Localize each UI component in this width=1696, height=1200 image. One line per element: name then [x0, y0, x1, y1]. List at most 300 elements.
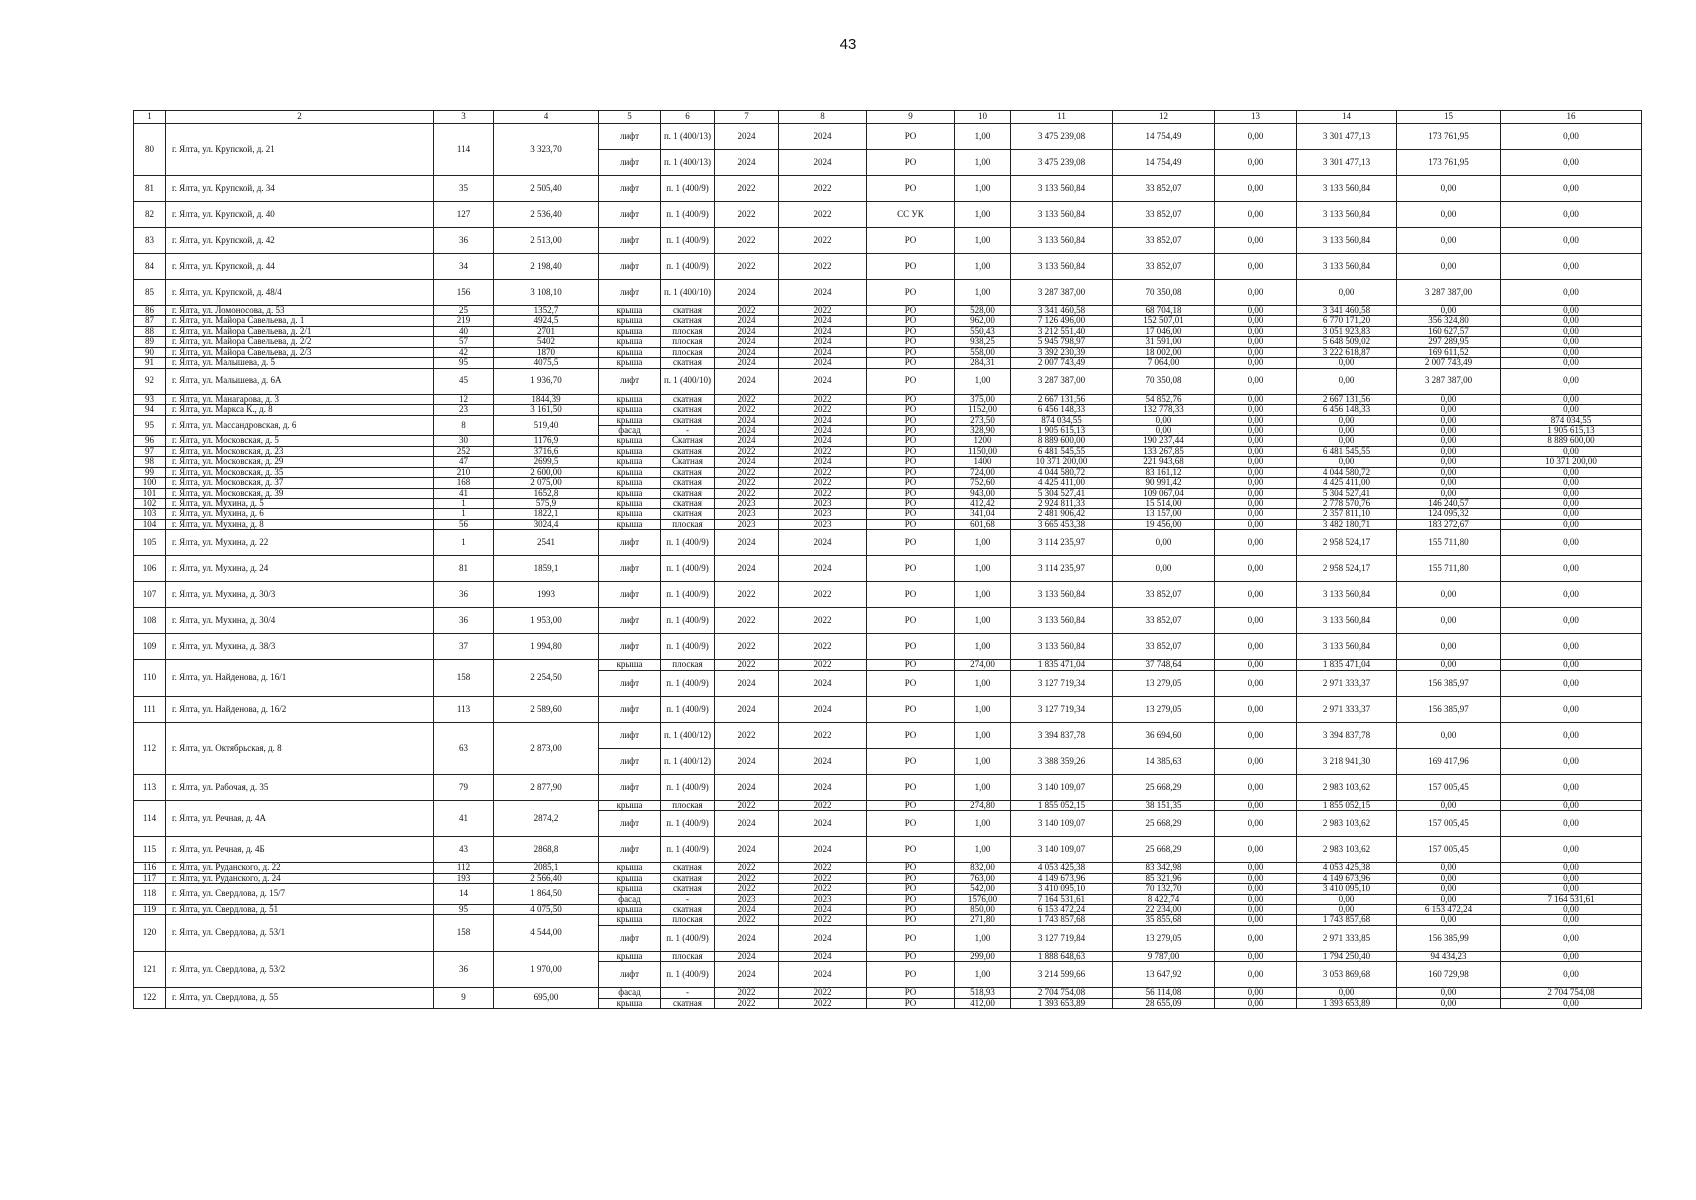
cost-total: 4 053 425,38	[1011, 863, 1113, 873]
floors-count: 35	[434, 176, 494, 202]
table-row	[134, 280, 1642, 306]
floors-count: 95	[434, 358, 494, 368]
address: г. Ялта, ул. Московская, д. 37	[166, 478, 434, 488]
cost-federal: 0,00	[1215, 499, 1297, 509]
volume: 274,00	[955, 660, 1011, 670]
cost-owners: 0,00	[1501, 925, 1642, 951]
table-row	[134, 478, 1642, 488]
cost-owners: 2 704 754,08	[1501, 988, 1642, 998]
plan-year: 2023	[715, 894, 779, 904]
work-type: крыша	[599, 337, 661, 347]
work-type: крыша	[599, 316, 661, 326]
cost-owners: 0,00	[1501, 873, 1642, 883]
cost-owners: 0,00	[1501, 556, 1642, 582]
table-row	[134, 988, 1642, 998]
table-row	[134, 228, 1642, 254]
plan-year: 2024	[715, 368, 779, 394]
address: г. Ялта, ул. Рабочая, д. 35	[166, 774, 434, 800]
address: г. Ялта, ул. Малышева, д. 6А	[166, 368, 434, 394]
cost-local: 0,00	[1397, 228, 1501, 254]
work-type: крыша	[599, 904, 661, 914]
source: РО	[867, 634, 955, 660]
plan-year: 2022	[715, 915, 779, 925]
source: РО	[867, 696, 955, 722]
year: 2022	[779, 228, 867, 254]
cost-design: 109 067,04	[1113, 488, 1215, 498]
cost-owners: 1 905 615,13	[1501, 425, 1642, 435]
source: РО	[867, 670, 955, 696]
work-kind: п. 1 (400/9)	[661, 228, 715, 254]
floors-count: 42	[434, 347, 494, 357]
cost-design: 9 787,00	[1113, 951, 1215, 961]
total-area: 1 994,80	[494, 634, 599, 660]
cost-total: 3 133 560,84	[1011, 608, 1113, 634]
source: РО	[867, 884, 955, 894]
total-area: 2 198,40	[494, 254, 599, 280]
cost-owners: 0,00	[1501, 326, 1642, 336]
address: г. Ялта, ул. Мухина, д. 30/3	[166, 582, 434, 608]
cost-local: 156 385,97	[1397, 670, 1501, 696]
source: РО	[867, 582, 955, 608]
work-kind: плоская	[661, 347, 715, 357]
cost-owners: 0,00	[1501, 962, 1642, 988]
cost-regional: 1 794 250,40	[1297, 951, 1397, 961]
work-type: фасад	[599, 425, 661, 435]
year: 2024	[779, 280, 867, 306]
work-kind: плоская	[661, 326, 715, 336]
source: РО	[867, 347, 955, 357]
cost-local: 0,00	[1397, 457, 1501, 467]
address: г. Ялта, ул. Свердлова, д. 53/1	[166, 915, 434, 951]
cost-local: 0,00	[1397, 582, 1501, 608]
floors-count: 23	[434, 405, 494, 415]
cost-owners: 0,00	[1501, 519, 1642, 529]
work-type: лифт	[599, 228, 661, 254]
volume: 724,00	[955, 467, 1011, 477]
plan-year: 2024	[715, 280, 779, 306]
cost-local: 0,00	[1397, 254, 1501, 280]
cost-owners: 0,00	[1501, 254, 1642, 280]
floors-count: 81	[434, 556, 494, 582]
cost-design: 25 668,29	[1113, 774, 1215, 800]
total-area: 2 589,60	[494, 696, 599, 722]
cost-owners: 8 889 600,00	[1501, 436, 1642, 446]
work-kind: п. 1 (400/10)	[661, 368, 715, 394]
cost-federal: 0,00	[1215, 467, 1297, 477]
floors-count: 219	[434, 316, 494, 326]
cost-design: 33 852,07	[1113, 634, 1215, 660]
plan-year: 2024	[715, 904, 779, 914]
table-row	[134, 863, 1642, 873]
cost-federal: 0,00	[1215, 915, 1297, 925]
address: г. Ялта, ул. Московская, д. 39	[166, 488, 434, 498]
cost-design: 190 237,44	[1113, 436, 1215, 446]
address: г. Ялта, ул. Малышева, д. 5	[166, 358, 434, 368]
work-type: крыша	[599, 873, 661, 883]
work-kind: п. 1 (400/12)	[661, 748, 715, 774]
cost-local: 0,00	[1397, 998, 1501, 1008]
cost-federal: 0,00	[1215, 124, 1297, 150]
volume: 1,00	[955, 582, 1011, 608]
cost-design: 25 668,29	[1113, 811, 1215, 837]
cost-owners: 0,00	[1501, 863, 1642, 873]
cost-local: 3 287 387,00	[1397, 368, 1501, 394]
volume: 299,00	[955, 951, 1011, 961]
work-type: крыша	[599, 863, 661, 873]
cost-owners: 0,00	[1501, 530, 1642, 556]
cost-owners: 0,00	[1501, 837, 1642, 863]
cost-design: 13 279,05	[1113, 925, 1215, 951]
cost-local: 160 729,98	[1397, 962, 1501, 988]
row-number: 103	[134, 509, 166, 519]
table-row	[134, 124, 1642, 150]
cost-regional: 3 482 180,71	[1297, 519, 1397, 529]
row-number: 93	[134, 394, 166, 404]
floors-count: 30	[434, 436, 494, 446]
address: г. Ялта, ул. Найденова, д. 16/2	[166, 696, 434, 722]
work-type: крыша	[599, 951, 661, 961]
column-number: 13	[1215, 111, 1297, 124]
work-type: крыша	[599, 509, 661, 519]
cost-total: 6 153 472,24	[1011, 904, 1113, 914]
volume: 1,00	[955, 670, 1011, 696]
floors-count: 36	[434, 228, 494, 254]
work-kind: п. 1 (400/13)	[661, 150, 715, 176]
address: г. Ялта, ул. Мухина, д. 38/3	[166, 634, 434, 660]
address: г. Ялта, ул. Крупской, д. 21	[166, 124, 434, 176]
cost-regional: 3 133 560,84	[1297, 202, 1397, 228]
source: РО	[867, 873, 955, 883]
row-number: 88	[134, 326, 166, 336]
work-type: крыша	[599, 394, 661, 404]
year: 2022	[779, 722, 867, 748]
cost-owners: 0,00	[1501, 467, 1642, 477]
work-kind: плоская	[661, 337, 715, 347]
source: РО	[867, 425, 955, 435]
cost-total: 874 034,55	[1011, 415, 1113, 425]
volume: 1,00	[955, 925, 1011, 951]
year: 2022	[779, 306, 867, 316]
cost-owners: 0,00	[1501, 202, 1642, 228]
cost-owners: 0,00	[1501, 176, 1642, 202]
address: г. Ялта, ул. Свердлова, д. 51	[166, 904, 434, 914]
cost-federal: 0,00	[1215, 998, 1297, 1008]
cost-federal: 0,00	[1215, 368, 1297, 394]
address: г. Ялта, ул. Майора Савельева, д. 2/1	[166, 326, 434, 336]
cost-total: 1 835 471,04	[1011, 660, 1113, 670]
cost-total: 3 133 560,84	[1011, 254, 1113, 280]
year: 2024	[779, 530, 867, 556]
work-type: лифт	[599, 748, 661, 774]
plan-year: 2024	[715, 415, 779, 425]
cost-local: 0,00	[1397, 660, 1501, 670]
row-number: 113	[134, 774, 166, 800]
volume: 558,00	[955, 347, 1011, 357]
work-kind: Скатная	[661, 457, 715, 467]
cost-federal: 0,00	[1215, 425, 1297, 435]
column-number: 11	[1011, 111, 1113, 124]
cost-local: 0,00	[1397, 915, 1501, 925]
floors-count: 79	[434, 774, 494, 800]
row-number: 98	[134, 457, 166, 467]
cost-local: 156 385,99	[1397, 925, 1501, 951]
work-kind: скатная	[661, 467, 715, 477]
cost-total: 3 212 551,40	[1011, 326, 1113, 336]
cost-federal: 0,00	[1215, 660, 1297, 670]
volume: 1,00	[955, 837, 1011, 863]
cost-design: 83 342,98	[1113, 863, 1215, 873]
cost-design: 13 279,05	[1113, 696, 1215, 722]
row-number: 83	[134, 228, 166, 254]
source: РО	[867, 124, 955, 150]
total-area: 2 536,40	[494, 202, 599, 228]
source: РО	[867, 316, 955, 326]
plan-year: 2024	[715, 425, 779, 435]
work-kind: п. 1 (400/13)	[661, 124, 715, 150]
table-row	[134, 368, 1642, 394]
total-area: 695,00	[494, 988, 599, 1009]
cost-total: 3 133 560,84	[1011, 634, 1113, 660]
floors-count: 36	[434, 951, 494, 987]
row-number: 111	[134, 696, 166, 722]
cost-regional: 3 133 560,84	[1297, 176, 1397, 202]
plan-year: 2022	[715, 478, 779, 488]
work-type: лифт	[599, 811, 661, 837]
source: РО	[867, 811, 955, 837]
cost-design: 14 385,63	[1113, 748, 1215, 774]
cost-local: 0,00	[1397, 478, 1501, 488]
year: 2023	[779, 509, 867, 519]
plan-year: 2024	[715, 811, 779, 837]
address: г. Ялта, ул. Крупской, д. 48/4	[166, 280, 434, 306]
source: РО	[867, 150, 955, 176]
cost-design: 0,00	[1113, 415, 1215, 425]
plan-year: 2022	[715, 884, 779, 894]
cost-federal: 0,00	[1215, 337, 1297, 347]
plan-year: 2024	[715, 457, 779, 467]
cost-local: 157 005,45	[1397, 837, 1501, 863]
cost-design: 133 267,85	[1113, 446, 1215, 456]
cost-owners: 0,00	[1501, 337, 1642, 347]
plan-year: 2022	[715, 467, 779, 477]
work-type: лифт	[599, 608, 661, 634]
cost-local: 156 385,97	[1397, 696, 1501, 722]
cost-local: 160 627,57	[1397, 326, 1501, 336]
cost-owners: 0,00	[1501, 280, 1642, 306]
cost-federal: 0,00	[1215, 873, 1297, 883]
cost-regional: 3 133 560,84	[1297, 608, 1397, 634]
work-type: крыша	[599, 660, 661, 670]
capital-repair-table	[133, 110, 1642, 1009]
plan-year: 2024	[715, 837, 779, 863]
total-area: 2 877,90	[494, 774, 599, 800]
cost-owners: 0,00	[1501, 124, 1642, 150]
volume: 601,68	[955, 519, 1011, 529]
address: г. Ялта, ул. Майора Савельева, д. 2/2	[166, 337, 434, 347]
column-number: 14	[1297, 111, 1397, 124]
plan-year: 2024	[715, 696, 779, 722]
cost-federal: 0,00	[1215, 150, 1297, 176]
cost-total: 8 889 600,00	[1011, 436, 1113, 446]
year: 2022	[779, 915, 867, 925]
year: 2022	[779, 446, 867, 456]
column-number: 6	[661, 111, 715, 124]
work-type: крыша	[599, 467, 661, 477]
total-area: 2085,1	[494, 863, 599, 873]
volume: 274,80	[955, 800, 1011, 810]
work-type: лифт	[599, 530, 661, 556]
volume: 341,04	[955, 509, 1011, 519]
volume: 1,00	[955, 254, 1011, 280]
row-number: 119	[134, 904, 166, 914]
cost-owners: 0,00	[1501, 748, 1642, 774]
source: РО	[867, 998, 955, 1008]
cost-local: 169 611,52	[1397, 347, 1501, 357]
table-row	[134, 254, 1642, 280]
cost-design: 37 748,64	[1113, 660, 1215, 670]
column-number: 3	[434, 111, 494, 124]
cost-owners: 0,00	[1501, 368, 1642, 394]
address: г. Ялта, ул. Московская, д. 29	[166, 457, 434, 467]
cost-total: 3 140 109,07	[1011, 811, 1113, 837]
row-number: 89	[134, 337, 166, 347]
floors-count: 56	[434, 519, 494, 529]
volume: 1200	[955, 436, 1011, 446]
address: г. Ялта, ул. Мухина, д. 24	[166, 556, 434, 582]
plan-year: 2024	[715, 748, 779, 774]
work-kind: плоская	[661, 951, 715, 961]
cost-design: 56 114,08	[1113, 988, 1215, 998]
cost-design: 0,00	[1113, 556, 1215, 582]
plan-year: 2024	[715, 925, 779, 951]
cost-design: 19 456,00	[1113, 519, 1215, 529]
row-number: 112	[134, 722, 166, 774]
work-kind: п. 1 (400/9)	[661, 582, 715, 608]
year: 2024	[779, 150, 867, 176]
floors-count: 158	[434, 915, 494, 951]
cost-regional: 1 855 052,15	[1297, 800, 1397, 810]
source: РО	[867, 306, 955, 316]
cost-owners: 0,00	[1501, 446, 1642, 456]
cost-design: 13 279,05	[1113, 670, 1215, 696]
cost-regional: 2 971 333,37	[1297, 670, 1397, 696]
year: 2024	[779, 811, 867, 837]
source: РО	[867, 530, 955, 556]
cost-federal: 0,00	[1215, 326, 1297, 336]
cost-federal: 0,00	[1215, 863, 1297, 873]
floors-count: 57	[434, 337, 494, 347]
cost-total: 3 133 560,84	[1011, 582, 1113, 608]
work-kind: скатная	[661, 415, 715, 425]
cost-total: 3 388 359,26	[1011, 748, 1113, 774]
cost-design: 70 350,08	[1113, 368, 1215, 394]
total-area: 1844,39	[494, 394, 599, 404]
cost-regional: 2 983 103,62	[1297, 837, 1397, 863]
cost-federal: 0,00	[1215, 358, 1297, 368]
cost-federal: 0,00	[1215, 925, 1297, 951]
source: РО	[867, 915, 955, 925]
column-number: 7	[715, 111, 779, 124]
row-number: 107	[134, 582, 166, 608]
cost-owners: 0,00	[1501, 884, 1642, 894]
plan-year: 2024	[715, 337, 779, 347]
year: 2022	[779, 988, 867, 998]
total-area: 4 075,50	[494, 904, 599, 914]
year: 2024	[779, 696, 867, 722]
floors-count: 43	[434, 837, 494, 863]
total-area: 2699,5	[494, 457, 599, 467]
cost-design: 0,00	[1113, 530, 1215, 556]
row-number: 115	[134, 837, 166, 863]
table-row	[134, 582, 1642, 608]
volume: 763,00	[955, 873, 1011, 883]
volume: 284,31	[955, 358, 1011, 368]
cost-local: 0,00	[1397, 425, 1501, 435]
floors-count: 252	[434, 446, 494, 456]
plan-year: 2022	[715, 582, 779, 608]
cost-total: 5 945 798,97	[1011, 337, 1113, 347]
source: РО	[867, 904, 955, 914]
floors-count: 168	[434, 478, 494, 488]
table-row	[134, 634, 1642, 660]
total-area: 3 108,10	[494, 280, 599, 306]
plan-year: 2022	[715, 228, 779, 254]
cost-design: 33 852,07	[1113, 202, 1215, 228]
cost-local: 0,00	[1397, 873, 1501, 883]
year: 2022	[779, 254, 867, 280]
total-area: 3 161,50	[494, 405, 599, 415]
source: СС УК	[867, 202, 955, 228]
total-area: 3 323,70	[494, 124, 599, 176]
cost-owners: 0,00	[1501, 509, 1642, 519]
work-type: лифт	[599, 556, 661, 582]
cost-local: 0,00	[1397, 488, 1501, 498]
row-number: 84	[134, 254, 166, 280]
cost-design: 28 655,09	[1113, 998, 1215, 1008]
plan-year: 2022	[715, 660, 779, 670]
work-type: лифт	[599, 925, 661, 951]
cost-regional: 2 667 131,56	[1297, 394, 1397, 404]
year: 2024	[779, 436, 867, 446]
work-type: крыша	[599, 306, 661, 316]
row-number: 114	[134, 800, 166, 836]
floors-count: 36	[434, 608, 494, 634]
cost-federal: 0,00	[1215, 446, 1297, 456]
cost-design: 7 064,00	[1113, 358, 1215, 368]
cost-regional: 3 301 477,13	[1297, 150, 1397, 176]
source: РО	[867, 457, 955, 467]
cost-regional: 2 958 524,17	[1297, 556, 1397, 582]
row-number: 100	[134, 478, 166, 488]
cost-design: 70 350,08	[1113, 280, 1215, 306]
cost-federal: 0,00	[1215, 280, 1297, 306]
cost-total: 1 855 052,15	[1011, 800, 1113, 810]
cost-design: 31 591,00	[1113, 337, 1215, 347]
total-area: 1 936,70	[494, 368, 599, 394]
cost-owners: 0,00	[1501, 722, 1642, 748]
plan-year: 2023	[715, 499, 779, 509]
year: 2024	[779, 951, 867, 961]
plan-year: 2022	[715, 998, 779, 1008]
floors-count: 47	[434, 457, 494, 467]
volume: 1,00	[955, 634, 1011, 660]
work-kind: скатная	[661, 316, 715, 326]
cost-regional: 5 304 527,41	[1297, 488, 1397, 498]
source: РО	[867, 894, 955, 904]
cost-regional: 0,00	[1297, 894, 1397, 904]
cost-local: 146 240,57	[1397, 499, 1501, 509]
year: 2022	[779, 467, 867, 477]
